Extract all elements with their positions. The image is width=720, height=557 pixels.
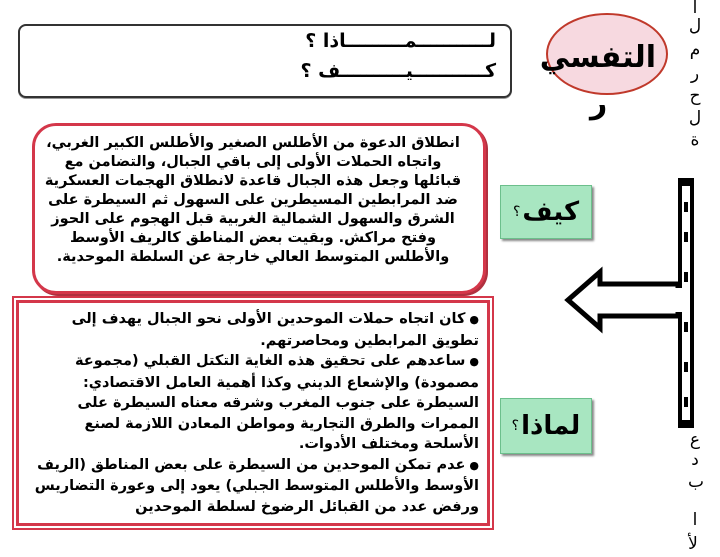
why-item-text: كان اتجاه حملات الموحدين الأولى نحو الجبال يهدف إلى تطويق المرابطين ومحاصرتهم. [71,311,479,349]
side-letter: ا [692,510,698,530]
side-letter: ا [692,0,698,18]
side-letter: ل [688,16,702,36]
why-item [27,351,479,455]
question-mark: ؟ [512,204,521,220]
how-label-text: كيف [522,197,580,227]
why-item-text: ساعدهم على تحقيق هذه الغاية التكتل القبلي (مجموعة مصمودة) والإشعاع الديني وكذا أهمية العامل الاقتصادي: السيطرة على جنوب المغرب وشرقه معناه السيطرة على الممرات والطرق التجارية ومواطن المعادن اللازمة لصنع الأسلحة ومختلف الأدوات. [75,353,479,452]
bullet-icon: ● [469,313,479,326]
why-label-text: لماذا [521,411,581,441]
arrowhead [568,272,678,328]
side-letter: ر [690,64,700,84]
title-line-1: التفسي [539,40,656,75]
why-label [500,398,592,454]
how-label [500,185,592,239]
why-item [27,309,479,351]
side-letter: ل [688,108,702,128]
question-why: لـــــــــــمـــــــــاذا ؟ [305,30,496,52]
why-box [16,300,490,526]
side-letter: ة [690,130,700,150]
side-letter: م [689,40,701,60]
how-text: انطلاق الدعوة من الأطلس الصغير والأطلس الكبير الغربي، واتجاه الحملات الأولى إلى باقي الجبال، والتضامن مع قبائلها وجعل هذه الجبال قاعدة لانطلاق الهجمات العسكرية ضد المرابطين المسيطرين على السهول ثم السيطرة على الشرق والسهول الشمالية الغربية قبل الهجوم على الحوز وفتح مراكش. وبقيت بعض المناطق كالريف الأوسط والأطلس المتوسط العالي خارجة عن السلطة الموحدية. [44,135,462,265]
arrow-joint [672,288,686,312]
question-mark: ؟ [511,418,520,434]
title-line-2: ر [590,86,608,121]
question-how: كـــــــــــيــــــــــف ؟ [300,60,496,82]
questions-box [18,24,512,98]
bullet-icon: ● [469,458,479,472]
why-text [27,309,479,517]
side-letter: ب [688,472,705,492]
why-item-text: عدم تمكن الموحدين من السيطرة على بعض المناطق (الريف الأوسط والأطلس المتوسط الجبلي) يعود إلى وعورة التضاريس ورفض عدد من القبائل الرضوخ لسلطة الموحدين [34,456,479,515]
why-item [27,455,479,518]
side-letter: ح [689,86,701,106]
side-letter: ع [689,430,701,450]
side-letter: د [691,450,699,470]
how-box [32,123,486,294]
side-letter: لأ [688,534,698,554]
bullet-icon: ● [469,355,479,368]
